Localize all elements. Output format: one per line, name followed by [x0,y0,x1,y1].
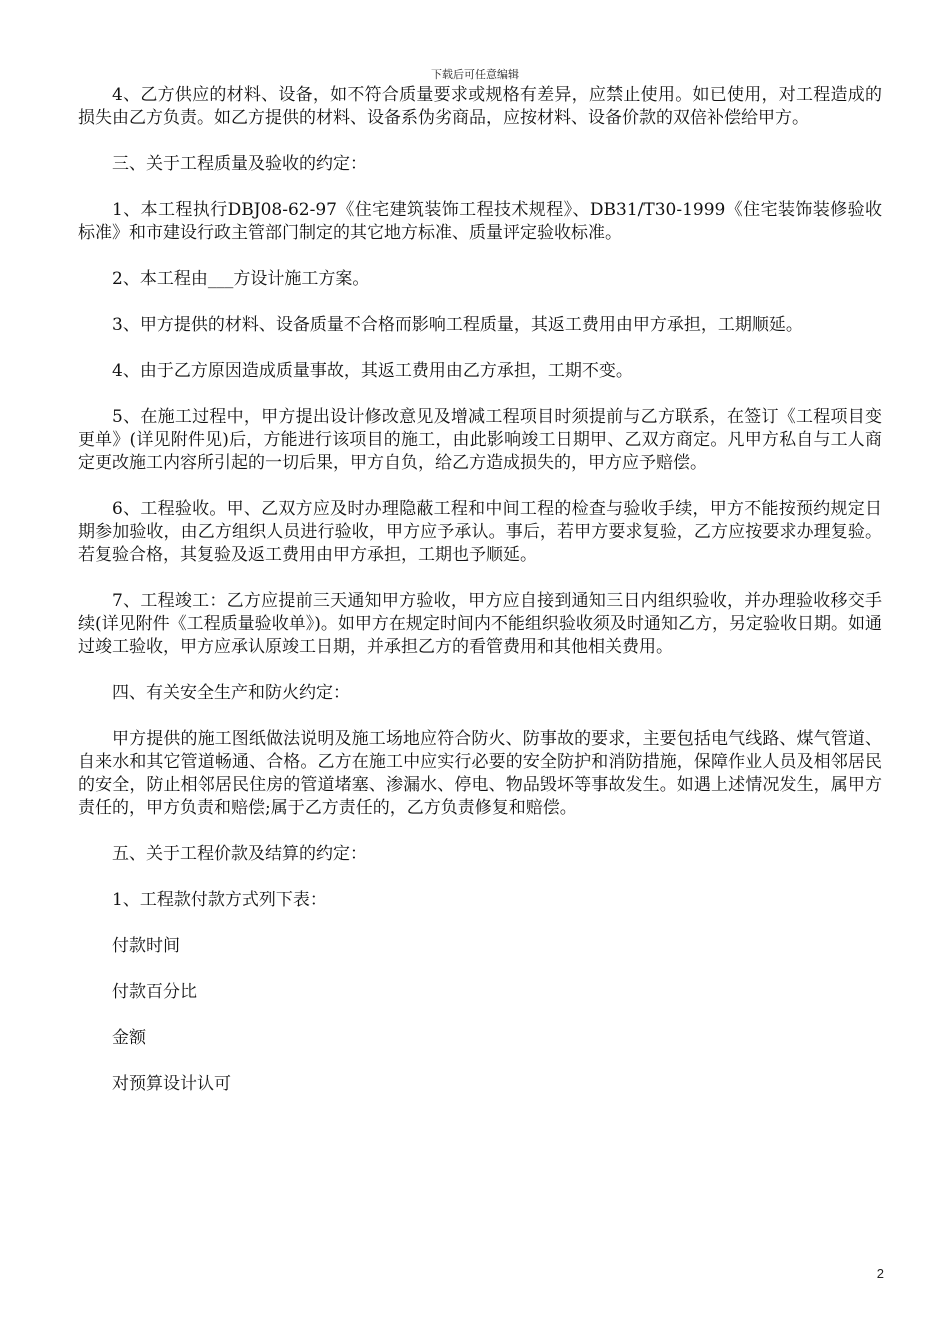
paragraph-3-3: 3、甲方提供的材料、设备质量不合格而影响工程质量，其返工费用由甲方承担，工期顺延。 [112,315,803,335]
page-number: 2 [876,1266,884,1281]
section-3-heading: 三、关于工程质量及验收的约定： [112,154,367,174]
paragraph-4-materials: 4、乙方供应的材料、设备，如不符合质量要求或规格有差异，应禁止使用。如已使用，对工程造成的损失由乙方负责。如乙方提供的材料、设备系伪劣商品，应按材料、设备价款的双倍补偿给甲方。 [78,85,882,128]
paragraph-3-6: 6、工程验收。甲、乙双方应及时办理隐蔽工程和中间工程的检查与验收手续，甲方不能按预约规定日期参加验收，由乙方组织人员进行验收，甲方应予承认。事后，若甲方要求复验，乙方应按要求办理复验。若复验合格，其复验及返工费用由甲方承担，工期也予顺延。 [78,499,882,565]
section-5-heading: 五、关于工程价款及结算的约定： [112,844,367,864]
document-body [78,84,882,1096]
table-label-budget-approval: 对预算设计认可 [112,1074,231,1094]
table-label-amount: 金额 [112,1028,146,1048]
table-label-payment-percentage: 付款百分比 [112,982,197,1002]
paragraph-4-safety: 甲方提供的施工图纸做法说明及施工场地应符合防火、防事故的要求，主要包括电气线路、煤气管道、自来水和其它管道畅通、合格。乙方在施工中应实行必要的安全防护和消防措施，保障作业人员及相邻居民的安全，防止相邻居民住房的管道堵塞、渗漏水、停电、物品毁坏等事故发生。如遇上述情况发生，属甲方责任的，甲方负责和赔偿;属于乙方责任的，乙方负责修复和赔偿。 [78,729,882,818]
paragraph-3-4: 4、由于乙方原因造成质量事故，其返工费用由乙方承担，工期不变。 [112,361,633,381]
section-4-heading: 四、有关安全生产和防火约定： [112,683,350,703]
paragraph-3-5: 5、在施工过程中，甲方提出设计修改意见及增减工程项目时须提前与乙方联系，在签订《工程项目变更单》(详见附件见)后，方能进行该项目的施工，由此影响竣工日期甲、乙双方商定。凡甲方私自与工人商定更改施工内容所引起的一切后果，甲方自负，给乙方造成损失的，甲方应予赔偿。 [78,407,882,473]
table-label-payment-time: 付款时间 [112,936,180,956]
paragraph-3-2: 2、本工程由___方设计施工方案。 [112,269,370,289]
paragraph-3-7: 7、工程竣工：乙方应提前三天通知甲方验收，甲方应自接到通知三日内组织验收，并办理验收移交手续(详见附件《工程质量验收单》)。如甲方在规定时间内不能组织验收须及时通知乙方，另定验收日期。如通过竣工验收，甲方应承认原竣工日期，并承担乙方的看管费用和其他相关费用。 [78,591,882,657]
paragraph-5-1: 1、工程款付款方式列下表： [112,890,327,910]
paragraph-3-1: 1、本工程执行DBJ08-62-97《住宅建筑装饰工程技术规程》、DB31/T30-1999《住宅装饰装修验收标准》和市建设行政主管部门制定的其它地方标准、质量评定验收标准。 [78,200,882,243]
page-header: 下载后可任意编辑 [431,68,519,81]
